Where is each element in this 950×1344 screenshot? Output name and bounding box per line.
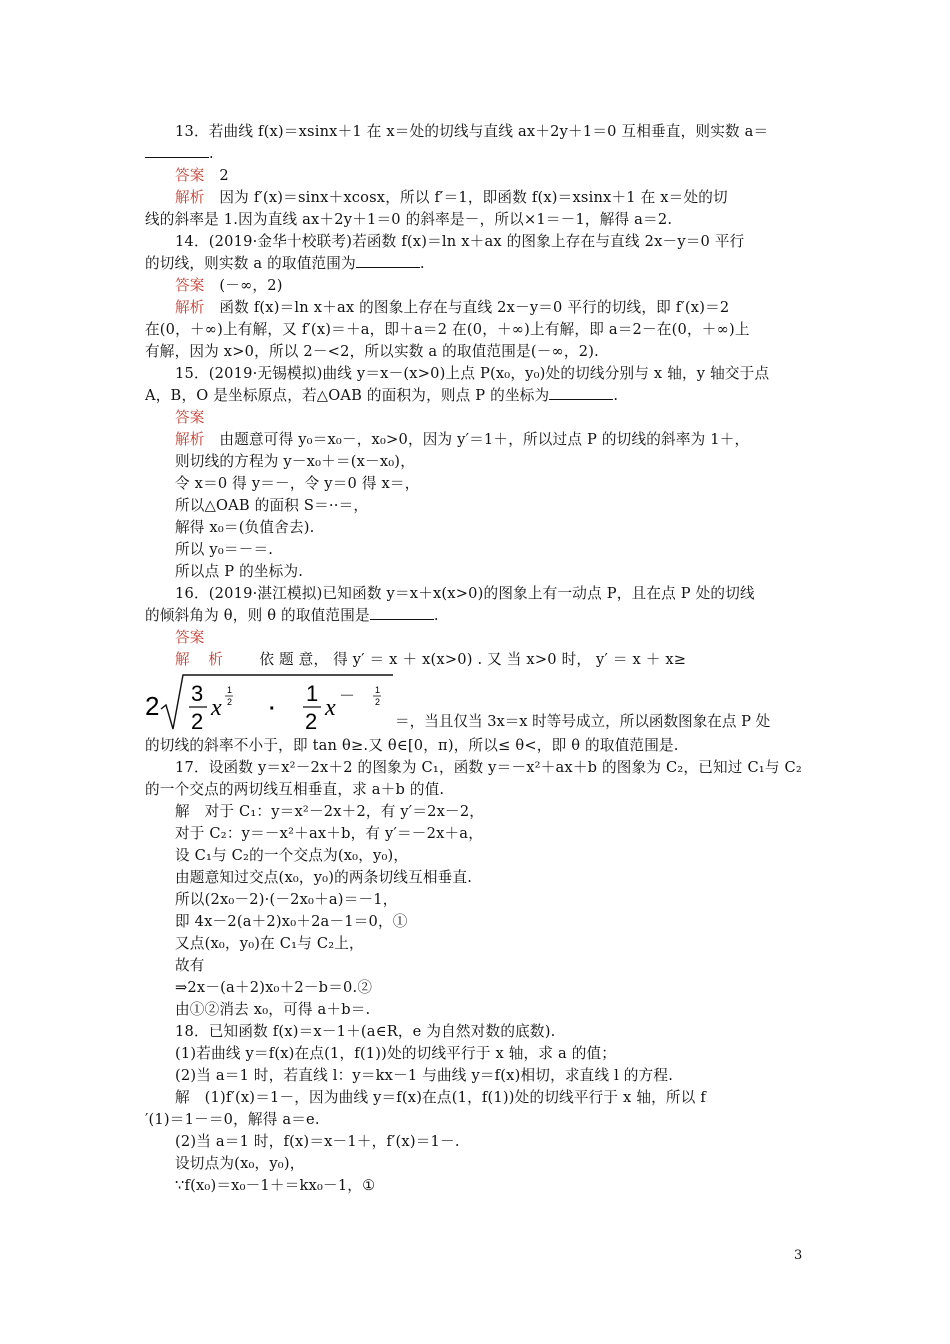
page-content: [145, 121, 810, 1197]
q17-solution-line1: 解 对于 C₁：y＝x²－2x＋2，有 y′＝2x－2，: [175, 803, 485, 820]
page-number: 3: [794, 1248, 803, 1263]
q16-answer: [145, 627, 810, 649]
formula-exp2-sign: －: [339, 688, 356, 705]
q14-line2: 的切线，则实数 a 的取值范围为 .: [145, 255, 425, 272]
q15-answer: [145, 407, 810, 429]
q17-line2: 的一个交点的两切线互相垂直，求 a＋b 的值.: [145, 781, 445, 798]
q15-analysis-line7: 所以点 P 的坐标为.: [175, 563, 304, 580]
q13-line2: .: [145, 143, 810, 165]
q17-solution-line9: ⇒2x－(a＋2)x₀＋2－b＝0.②: [175, 979, 373, 996]
answer-label: 答案: [175, 277, 205, 294]
q13-analysis-line1: 解析 因为 f′(x)＝sinx＋xcosx，所以 f′＝1，即函数 f(x)＝xsinx＋1 在 x＝处的切: [175, 189, 728, 206]
answer-blank: [549, 386, 613, 400]
q15-analysis-line4: 所以△OAB 的面积 S＝··＝，: [175, 497, 369, 514]
formula-dot: ·: [269, 698, 276, 720]
q18-solution-line4: 设切点为(x₀，y₀)，: [175, 1155, 305, 1172]
q18-solution-line1: 解 (1)f′(x)＝1－，因为曲线 y＝f(x)在点(1，f(1))处的切线平行于 x 轴，所以 f: [175, 1089, 706, 1106]
q16-line2: 的倾斜角为 θ，则 θ 的取值范围是 .: [145, 607, 439, 624]
q18-line3: (2)当 a＝1 时，若直线 l：y＝kx－1 与曲线 y＝f(x)相切，求直线 l 的方程.: [175, 1067, 674, 1084]
q17-solution-line3: 设 C₁与 C₂的一个交点为(x₀，y₀)，: [175, 847, 409, 864]
q14-answer: 答案 (－∞，2): [175, 277, 283, 294]
formula-exp1-den: 2: [227, 697, 233, 707]
q14-analysis-line2: 在(0，＋∞)上有解，又 f′(x)＝＋a，即＋a＝2 在(0，＋∞)上有解，即 a＝2－在(0，＋∞)上: [145, 321, 750, 338]
analysis-label: 解 析: [175, 651, 230, 668]
q14-analysis-line1: 解析 函数 f(x)＝ln x＋ax 的图象上存在与直线 2x－y＝0 平行的切线，即 f′(x)＝2: [175, 299, 730, 316]
q15-analysis-line1: 解析 由题意可得 y₀＝x₀－，x₀>0，因为 y′＝1＋，所以过点 P 的切线的斜率为 1＋，: [175, 431, 750, 448]
formula-den2: 2: [305, 709, 318, 734]
answer-blank: [356, 254, 420, 268]
q16-analysis-line3: 的切线的斜率不小于，即 tan θ≥.又 θ∈[0，π)，所以≤ θ<，即 θ 的取值范围是.: [145, 737, 679, 754]
formula-num2: 1: [306, 681, 319, 706]
formula-exp2-num: 1: [375, 685, 381, 695]
q14-analysis-line3: 有解，因为 x>0，所以 2－<2，所以实数 a 的取值范围是(－∞，2).: [145, 343, 599, 360]
q15-analysis-line3: 令 x＝0 得 y＝－，令 y＝0 得 x＝，: [175, 475, 420, 492]
formula-exp2-den: 2: [375, 697, 381, 707]
q17-solution-line8: 故有: [175, 957, 205, 974]
q18-solution-line2: ′(1)＝1－＝0，解得 a＝e.: [145, 1111, 320, 1128]
analysis-label: 解析: [175, 189, 205, 206]
q17-solution-line10: 由①②消去 x₀，可得 a＋b＝.: [175, 1001, 371, 1018]
q14-line1: 14．(2019·金华十校联考)若函数 f(x)＝ln x＋ax 的图象上存在与直线 2x－y＝0 平行: [175, 233, 745, 250]
analysis-label: 解析: [175, 431, 205, 448]
q15-line2: A，B，O 是坐标原点，若△OAB 的面积为，则点 P 的坐标为 .: [145, 387, 619, 404]
q13-answer: 答案 2: [175, 167, 229, 184]
formula-num1: 3: [191, 681, 204, 706]
q17-solution-line4: 由题意知过交点(x₀，y₀)的两条切线互相垂直.: [175, 869, 473, 886]
answer-label: 答案: [175, 167, 205, 184]
answer-blank: [145, 144, 209, 158]
q18-line1: 18．已知函数 f(x)＝x－1＋(a∈R，e 为自然对数的底数).: [175, 1023, 556, 1040]
q15-analysis-line2: 则切线的方程为 y－x₀＋＝(x－x₀)，: [175, 453, 415, 470]
formula-var1: x: [211, 695, 222, 721]
answer-label: 答案: [175, 629, 205, 646]
q15-line1: 15．(2019·无锡模拟)曲线 y＝x－(x>0)上点 P(x₀，y₀)处的切线分别与 x 轴，y 轴交于点: [175, 365, 770, 382]
formula-var2: x: [325, 695, 336, 721]
q18-solution-line3: (2)当 a＝1 时，f(x)＝x－1＋，f′(x)＝1－.: [175, 1133, 460, 1150]
q18-line2: (1)若曲线 y＝f(x)在点(1，f(1))处的切线平行于 x 轴，求 a 的值；: [175, 1045, 617, 1062]
radical-formula: [145, 671, 810, 735]
q17-line1: 17．设函数 y＝x²－2x＋2 的图象为 C₁，函数 y＝－x²＋ax＋b 的图象为 C₂，已知过 C₁与 C₂: [175, 759, 802, 776]
formula-exp1-num: 1: [227, 685, 233, 695]
q17-solution-line6: 即 4x－2(a＋2)x₀＋2a－1＝0，①: [175, 913, 408, 930]
q16-line1: 16．(2019·湛江模拟)已知函数 y＝x＋x(x>0)的图象上有一动点 P，且在点 P 处的切线: [175, 585, 755, 602]
radical-formula-svg: [145, 671, 405, 735]
q16-analysis-line2: ＝，当且仅当 3x＝x 时等号成立，所以函数图象在点 P 处: [395, 713, 771, 730]
q13-analysis-line2: 线的斜率是 1.因为直线 ax＋2y＋1＝0 的斜率是－，所以×1＝－1，解得 a＝2.: [145, 211, 673, 228]
q16-analysis-line1: 解 析 依 题 意， 得 y′ ＝ x ＋ x(x>0) . 又 当 x>0 时， y′ ＝ x ＋ x≥: [175, 651, 687, 668]
q15-analysis-line5: 解得 x₀＝(负值舍去).: [175, 519, 315, 536]
answer-blank: [370, 606, 434, 620]
q13-line1: 13．若曲线 f(x)＝xsinx＋1 在 x＝处的切线与直线 ax＋2y＋1＝0 互相垂直，则实数 a＝: [175, 123, 769, 140]
q17-solution-line5: 所以(2x₀－2)·(－2x₀＋a)＝－1，: [175, 891, 398, 908]
q15-analysis-line6: 所以 y₀＝－＝.: [175, 541, 274, 558]
formula-coef: 2: [145, 691, 160, 721]
formula-den1: 2: [191, 709, 204, 734]
answer-label: 答案: [175, 409, 205, 426]
q18-solution-line5: ∵f(x₀)＝x₀－1＋＝kx₀－1，①: [175, 1177, 376, 1194]
q17-solution-line7: 又点(x₀，y₀)在 C₁与 C₂上，: [175, 935, 364, 952]
analysis-label: 解析: [175, 299, 205, 316]
q17-solution-line2: 对于 C₂：y＝－x²＋ax＋b，有 y′＝－2x＋a，: [175, 825, 483, 842]
